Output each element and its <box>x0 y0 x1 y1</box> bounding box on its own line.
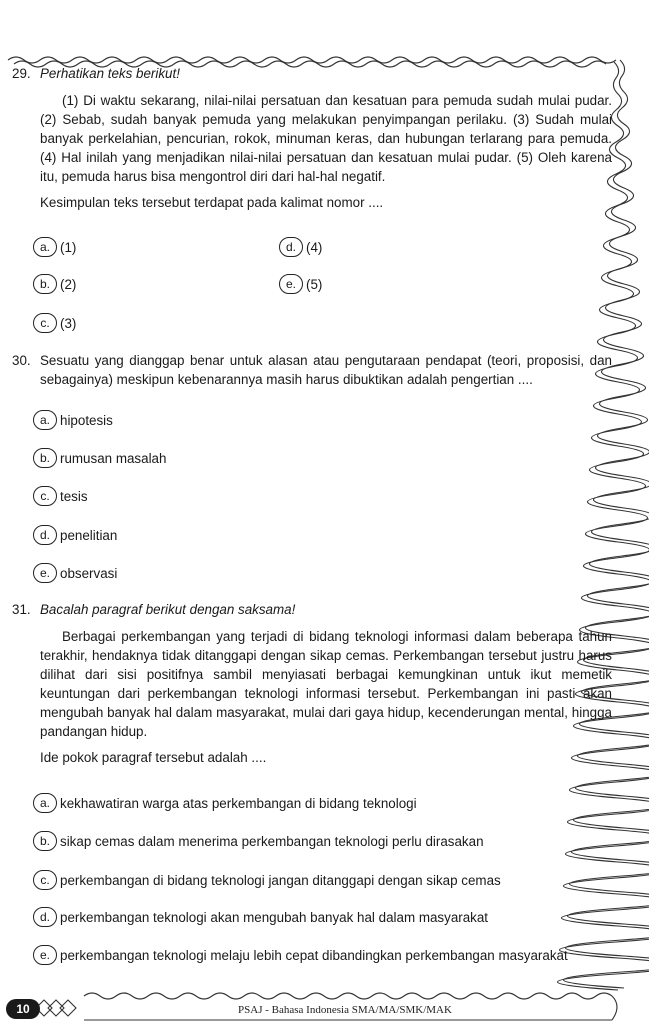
question-31 <box>12 600 612 767</box>
option-30-d[interactable] <box>33 525 117 545</box>
option-letter-badge: a. <box>33 793 57 813</box>
option-letter-badge: d. <box>279 237 303 257</box>
option-31-e[interactable] <box>33 945 568 965</box>
option-letter-badge: a. <box>33 237 57 257</box>
footer-title: PSAJ - Bahasa Indonesia SMA/MA/SMK/MAK <box>238 1004 452 1016</box>
option-text: kekhawatiran warga atas perkembangan di bidang teknologi <box>60 795 417 811</box>
option-text: perkembangan di bidang teknologi jangan ditanggapi dengan sikap cemas <box>60 872 501 888</box>
reading-paragraph: (1) Di waktu sekarang, nilai-nilai persatuan dan kesatuan para pemuda sudah mulai pudar. (2) Sebab, sudah banyak pemuda yang melakukan penyimpangan perilaku. (3) Sudah mulai banyak perkelahian, pencurian, rokok, minuman keras, dan hubungan terlarang para pemuda. (4) Hal inilah yang menjadikan nilai-nilai persatuan dan kesatuan mulai pudar. (5) Oleh karena itu, pemuda harus bisa mengontrol diri dari hal-hal negatif. <box>40 93 612 184</box>
option-letter-badge: c. <box>33 313 57 333</box>
option-text: sikap cemas dalam menerima perkembangan teknologi perlu dirasakan <box>60 833 484 849</box>
page-number: 10 <box>6 999 40 1019</box>
option-letter-badge: e. <box>33 945 57 965</box>
option-text: hipotesis <box>60 412 113 428</box>
question-instruction: Perhatikan teks berikut! <box>40 66 180 81</box>
question-prompt: Kesimpulan teks tersebut terdapat pada kalimat nomor .... <box>40 195 384 210</box>
question-number: 29. <box>12 66 31 81</box>
question-prompt: Ide pokok paragraf tersebut adalah .... <box>40 750 267 765</box>
option-29-a[interactable] <box>33 237 76 257</box>
question-text: Sesuatu yang dianggap benar untuk alasan atau pengutaraan pendapat (teori, proposisi, dan sebagainya) meskipun kebenarannya masih harus dibuktikan adalah pengertian .... <box>40 353 612 387</box>
option-29-b[interactable] <box>33 274 76 294</box>
option-text: (5) <box>306 276 323 292</box>
question-30 <box>12 351 612 389</box>
option-letter-badge: d. <box>33 525 57 545</box>
option-letter-badge: c. <box>33 870 57 890</box>
option-letter-badge: a. <box>33 410 57 430</box>
option-30-e[interactable] <box>33 563 117 583</box>
option-29-c[interactable] <box>33 313 76 333</box>
option-31-d[interactable] <box>33 907 488 927</box>
option-29-d[interactable] <box>279 237 322 257</box>
option-31-b[interactable] <box>33 831 484 851</box>
option-30-a[interactable] <box>33 410 113 430</box>
option-29-e[interactable] <box>279 274 322 294</box>
option-text: rumusan masalah <box>60 450 167 466</box>
option-30-b[interactable] <box>33 448 166 468</box>
option-letter-badge: b. <box>33 274 57 294</box>
option-letter-badge: e. <box>279 274 303 294</box>
reading-paragraph: Berbagai perkembangan yang terjadi di bidang teknologi informasi dalam beberapa tahun terakhir, hendaknya tidak ditanggapi dengan sikap cemas. Perkembangan tersebut justru harus dilihat dari sisi positifnya sambil menyiasati berbagai kemungkinan untuk ikut memetik keuntungan dari perkembangan teknologi informasi tersebut. Perkembangan ini pasti akan mengubah banyak hal dalam masyarakat, mulai dari gaya hidup, kecenderungan mental, hingga pandangan hidup. <box>40 629 612 739</box>
option-text: (4) <box>306 239 323 255</box>
option-text: perkembangan teknologi melaju lebih cepat dibandingkan perkembangan masyarakat <box>60 947 568 963</box>
option-text: penelitian <box>60 527 118 543</box>
option-letter-badge: d. <box>33 907 57 927</box>
option-text: (1) <box>60 239 77 255</box>
option-letter-badge: b. <box>33 831 57 851</box>
option-text: perkembangan teknologi akan mengubah banyak hal dalam masyarakat <box>60 909 489 925</box>
option-text: observasi <box>60 565 118 581</box>
option-text: (2) <box>60 276 77 292</box>
question-number: 30. <box>12 353 31 368</box>
option-letter-badge: c. <box>33 486 57 506</box>
option-31-a[interactable] <box>33 793 417 813</box>
option-letter-badge: b. <box>33 448 57 468</box>
option-text: (3) <box>60 315 77 331</box>
option-text: tesis <box>60 488 88 504</box>
option-letter-badge: e. <box>33 563 57 583</box>
question-instruction: Bacalah paragraf berikut dengan saksama! <box>40 602 296 617</box>
option-31-c[interactable] <box>33 870 501 890</box>
option-30-c[interactable] <box>33 486 88 506</box>
question-29 <box>12 64 612 212</box>
question-number: 31. <box>12 602 31 617</box>
